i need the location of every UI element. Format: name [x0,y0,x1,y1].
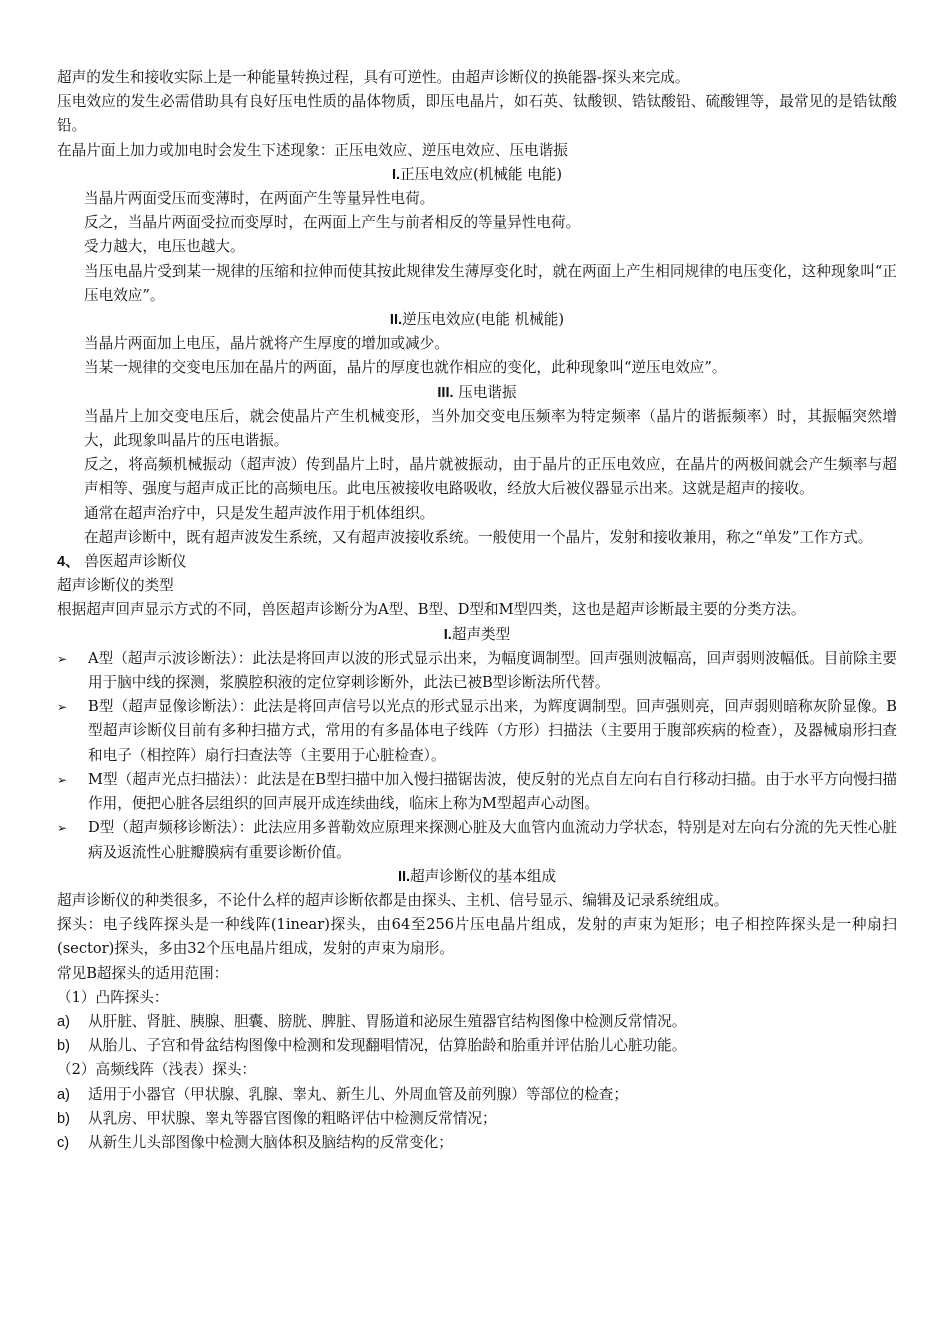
section3-number: III. [437,384,454,401]
section4-title: 兽医超声诊断仪 [79,553,187,571]
composition-heading [57,865,897,889]
section2-heading [57,308,897,332]
section2-number: II. [389,312,403,329]
paragraph-phenomena: 在晶片面上加力或加电时会发生下述现象：正压电效应、逆压电效应、压电谐振 [57,141,568,159]
composition-heading-number: II. [397,868,411,885]
section1-title: 正压电效应(机械能 电能) [400,165,563,183]
section3-title: 压电谐振 [453,383,517,401]
linear-item-a [57,1083,897,1107]
section4-intro: 根据超声回声显示方式的不同，兽医超声诊断分为A型、B型、D型和M型四类，这也是超声诊断最主要的分类方法。 [57,601,806,619]
section3-line-4: 在超声诊断中，既有超声波发生系统，又有超声波接收系统。一般使用一个晶片，发射和接收兼用，称之“单发”工作方式。 [84,528,873,546]
section4-heading [57,550,897,574]
section3-line-3: 通常在超声治疗中，只是发生超声波作用于机体组织。 [84,504,435,522]
section2-line-1: 当晶片两面加上电压，晶片就将产生厚度的增加或减少。 [84,335,449,353]
section1-number: I. [391,166,401,183]
convex-item-b-text: 从胎儿、子宫和骨盆结构图像中检测和发现翻唱情况，估算胎龄和胎重并评估胎儿心脏功能。 [88,1037,687,1055]
type-b-text: B型（超声显像诊断法）：此法是将回声信号以光点的形式显示出来，为辉度调制型。回声强则亮，回声弱则暗称灰阶显像。B型超声诊断仪目前有多种扫描方式，常用的有多晶体电子线阵（方形）扫描法（主要用于腹部疾病的检查），及器械扇形扫查和电子（相控阵）扇行扫查法等（主要用于心脏检查）。 [88,698,897,764]
list-marker: c) [57,1134,70,1151]
linear-item-c-text: 从新生儿头部图像中检测大脑体积及脑结构的反常变化； [88,1133,453,1151]
list-marker: b) [57,1038,70,1055]
arrowhead-bullet-icon: ➢ [57,772,68,787]
section4-subtitle: 超声诊断仪的类型 [57,577,174,595]
linear-probe-label: （2）高频线阵（浅表）探头： [57,1061,257,1079]
composition-paragraph-1: 超声诊断仪的种类很多，不论什么样的超声诊断依都是由探头、主机、信号显示、编辑及记录系统组成。 [57,891,729,909]
linear-item-a-text: 适用于小器官（甲状腺、乳腺、睾丸、新生儿、外周血管及前列腺）等部位的检查； [88,1085,628,1103]
linear-item-b [57,1107,897,1131]
types-heading-number: I. [443,626,452,643]
type-m-item [57,768,897,816]
list-marker: a) [57,1086,70,1103]
type-m-text: M型（超声光点扫描法）：此法是在B型扫描中加入慢扫描锯齿波，使反射的光点自左向右自行移动扫描。由于水平方向慢扫描作用，便把心脏各层组织的回声展开成连续曲线，临床上称为M型超声心动图。 [88,770,897,813]
section2-line-2: 当某一规律的交变电压加在晶片的两面，晶片的厚度也就作相应的变化，此种现象叫“逆压电效应”。 [84,359,727,377]
list-marker: a) [57,1013,70,1030]
linear-item-c [57,1131,897,1155]
section1-heading [57,163,897,187]
section3-line-1: 当晶片上加交变电压后，就会使晶片产生机械变形，当外加交变电压频率为特定频率（晶片的谐振频率）时，其振幅突然增大，此现象叫晶片的压电谐振。 [84,407,897,450]
section1-line-3: 受力越大，电压也越大。 [84,238,245,256]
type-d-item [57,816,897,864]
linear-item-b-text: 从乳房、甲状腺、睾丸等器官图像的粗略评估中检测反常情况； [88,1109,497,1127]
composition-paragraph-2: 探头：电子线阵探头是一种线阵(1inear)探头，由64至256片压电晶片组成，发射的声束为矩形；电子相控阵探头是一种扇扫(sector)探头，多由32个压电晶片组成，发射的声束为扇形。 [57,916,897,958]
arrowhead-bullet-icon: ➢ [57,651,68,666]
convex-item-a [57,1010,897,1034]
section1-line-2: 反之，当晶片两面受拉而变厚时，在两面上产生与前者相反的等量异性电荷。 [84,214,581,232]
paragraph-piezoelectric-materials: 压电效应的发生必需借助具有良好压电性质的晶体物质，即压电晶片，如石英、钛酸钡、锆钛酸铅、硫酸锂等，最常见的是锆钛酸铅。 [57,93,897,135]
type-a-item [57,647,897,695]
section1-line-1: 当晶片两面受压而变薄时，在两面产生等量异性电荷。 [84,190,435,208]
type-b-item [57,695,897,768]
section1-line-4: 当压电晶片受到某一规律的压缩和拉伸而使其按此规律发生薄厚变化时，就在两面上产生相同规律的电压变化，这种现象叫“正压电效应”。 [84,262,897,304]
arrowhead-bullet-icon: ➢ [57,821,68,836]
types-heading [57,623,897,647]
composition-heading-title: 超声诊断仪的基本组成 [410,867,557,885]
list-marker: b) [57,1110,70,1127]
section4-number: 4、 [57,554,80,571]
section3-line-2: 反之，将高频机械振动（超声波）传到晶片上时，晶片就被振动，由于晶片的正压电效应，在晶片的两极间就会产生频率与超声相等、强度与超声成正比的高频电压。此电压被接收电路吸收，经放大后被仪器显示出来。这就是超声的接收。 [84,456,897,498]
convex-item-a-text: 从肝脏、肾脏、胰腺、胆囊、膀胱、脾脏、胃肠道和泌尿生殖器官结构图像中检测反常情况。 [88,1012,687,1030]
arrowhead-bullet-icon: ➢ [57,700,68,715]
paragraph-energy-conversion: 超声的发生和接收实际上是一种能量转换过程，具有可逆性。由超声诊断仪的换能器-探头来完成。 [57,69,690,86]
composition-paragraph-3: 常见B超探头的适用范围： [57,964,229,982]
convex-probe-label: （1）凸阵探头： [57,988,169,1006]
type-d-text: D型（超声频移诊断法）：此法应用多普勒效应原理来探测心脏及大血管内血流动力学状态，特别是对左向右分流的先天性心脏病及返流性心脏瓣膜病有重要诊断价值。 [88,819,897,861]
convex-item-b [57,1034,897,1058]
types-heading-title: 超声类型 [451,625,511,643]
section2-title: 逆压电效应(电能 机械能) [402,311,565,329]
section3-heading [57,381,897,405]
type-a-text: A型（超声示波诊断法）：此法是将回声以波的形式显示出来，为幅度调制型。回声强则波幅高，回声弱则波幅低。目前除主要用于脑中线的探测，浆膜腔积液的定位穿刺诊断外，此法已被B型诊断法所代替。 [88,649,897,692]
document-page [57,66,897,1155]
